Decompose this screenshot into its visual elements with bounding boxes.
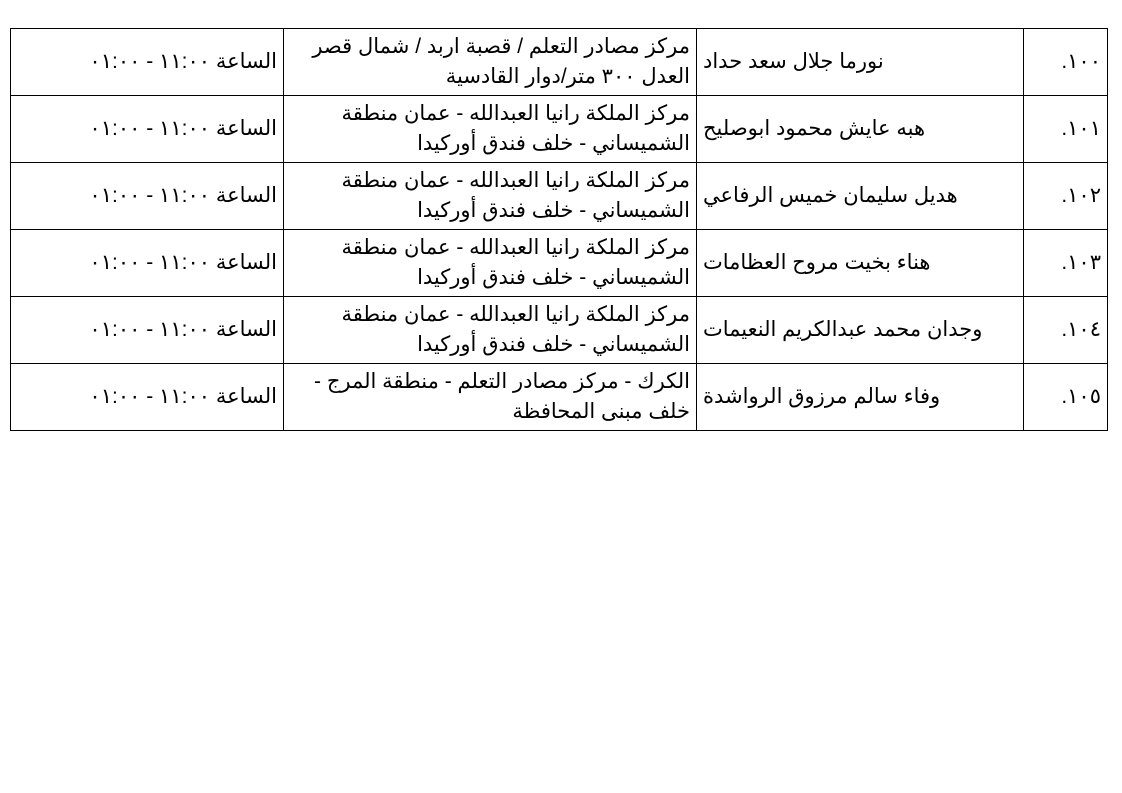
exam-location: مركز الملكة رانيا العبدالله - عمان منطقة الشميساني - خلف فندق أوركيدا bbox=[284, 230, 697, 297]
exam-location: مركز الملكة رانيا العبدالله - عمان منطقة الشميساني - خلف فندق أوركيدا bbox=[284, 96, 697, 163]
row-number: ١٠١. bbox=[1024, 96, 1108, 163]
schedule-table bbox=[10, 28, 1108, 431]
candidate-name: هديل سليمان خميس الرفاعي bbox=[697, 163, 1024, 230]
row-number: ١٠٤. bbox=[1024, 297, 1108, 364]
candidate-name: هبه عايش محمود ابوصليح bbox=[697, 96, 1024, 163]
exam-time: الساعة ١١:٠٠ - ٠١:٠٠ bbox=[11, 364, 284, 431]
row-number: ١٠٣. bbox=[1024, 230, 1108, 297]
exam-time: الساعة ١١:٠٠ - ٠١:٠٠ bbox=[11, 297, 284, 364]
row-number: ١٠٥. bbox=[1024, 364, 1108, 431]
exam-location: مركز الملكة رانيا العبدالله - عمان منطقة الشميساني - خلف فندق أوركيدا bbox=[284, 163, 697, 230]
table-row bbox=[11, 230, 1108, 297]
exam-location: مركز مصادر التعلم / قصبة اربد / شمال قصر العدل ٣٠٠ متر/دوار القادسية bbox=[284, 29, 697, 96]
exam-location: الكرك - مركز مصادر التعلم - منطقة المرج - خلف مبنى المحافظة bbox=[284, 364, 697, 431]
row-number: ١٠٠. bbox=[1024, 29, 1108, 96]
candidate-name: وفاء سالم مرزوق الرواشدة bbox=[697, 364, 1024, 431]
table-row bbox=[11, 297, 1108, 364]
table-row bbox=[11, 29, 1108, 96]
candidate-name: هناء بخيت مروح العظامات bbox=[697, 230, 1024, 297]
row-number: ١٠٢. bbox=[1024, 163, 1108, 230]
exam-location: مركز الملكة رانيا العبدالله - عمان منطقة الشميساني - خلف فندق أوركيدا bbox=[284, 297, 697, 364]
candidate-name: نورما جلال سعد حداد bbox=[697, 29, 1024, 96]
exam-time: الساعة ١١:٠٠ - ٠١:٠٠ bbox=[11, 29, 284, 96]
candidate-name: وجدان محمد عبدالكريم النعيمات bbox=[697, 297, 1024, 364]
table-row bbox=[11, 163, 1108, 230]
exam-time: الساعة ١١:٠٠ - ٠١:٠٠ bbox=[11, 96, 284, 163]
exam-time: الساعة ١١:٠٠ - ٠١:٠٠ bbox=[11, 163, 284, 230]
table-row bbox=[11, 96, 1108, 163]
table-row bbox=[11, 364, 1108, 431]
schedule-table-body bbox=[11, 29, 1108, 431]
exam-time: الساعة ١١:٠٠ - ٠١:٠٠ bbox=[11, 230, 284, 297]
